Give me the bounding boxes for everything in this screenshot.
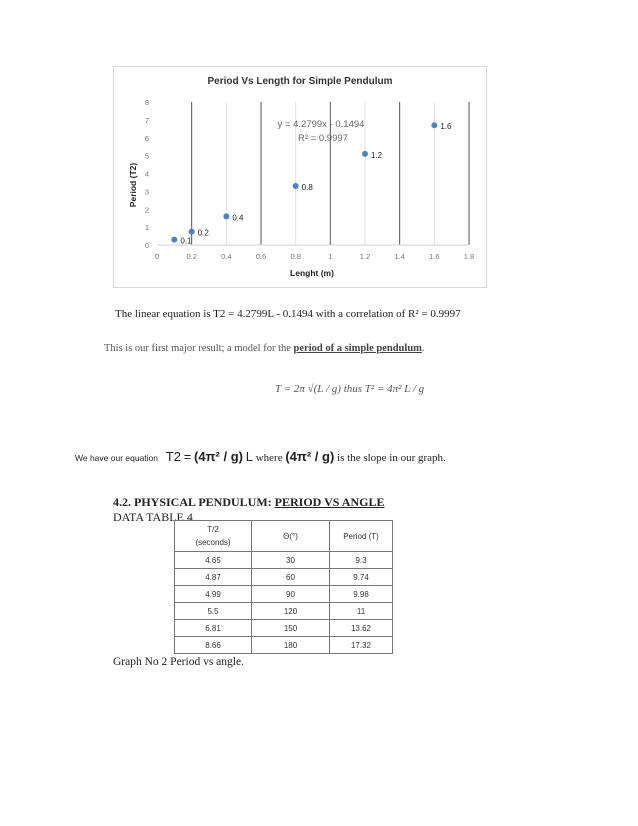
cell: 11: [330, 603, 393, 620]
table-row: [175, 569, 393, 586]
x-tick-label: 0.2: [186, 252, 197, 261]
first-result-link: period of a simple pendulum: [293, 343, 422, 354]
pendulum-formula: T = 2π √(L / g) thus T² = 4π² L / g: [275, 383, 425, 395]
x-tick-label: 0: [154, 252, 160, 261]
data-point: [362, 151, 368, 157]
y-tick-label: 0: [144, 241, 149, 250]
y-tick-label: 5: [144, 151, 149, 161]
header-half-period: T/2 (seconds): [175, 521, 252, 552]
data-point-label: 1.2: [371, 150, 383, 160]
data-point-label: 0.1: [180, 236, 192, 246]
x-tick-label: 0.4: [221, 252, 232, 261]
header-period: Period (T): [330, 521, 393, 552]
x-tick-label: 1.4: [394, 252, 405, 261]
data-point: [189, 229, 195, 235]
cell: 17.32: [330, 637, 393, 654]
y-tick-label: 2: [144, 205, 149, 215]
eq-equals: =: [183, 449, 192, 464]
section-number: 4.2. PHYSICAL PENDULUM:: [113, 495, 275, 509]
cell: 9.98: [330, 586, 393, 603]
graph-caption: Graph No 2 Period vs angle.: [113, 656, 244, 668]
y-tick-label: 4: [144, 169, 149, 179]
x-tick-label: 1.8: [463, 252, 475, 261]
table-row: [175, 620, 393, 637]
cell: 8.66: [175, 637, 252, 654]
cell: 13.62: [330, 620, 393, 637]
cell: 180: [252, 637, 330, 654]
header-angle: Θ(°): [252, 521, 330, 552]
scatter-chart: [113, 66, 487, 288]
data-point: [293, 183, 299, 189]
cell: 4.99: [175, 586, 252, 603]
eq-L: L: [245, 449, 253, 464]
table-header-row: [175, 521, 393, 552]
data-point: [171, 237, 177, 243]
first-result-suffix: .: [421, 343, 425, 354]
section-heading: [113, 495, 384, 510]
cell: 9.74: [330, 569, 393, 586]
y-tick-label: 8: [144, 98, 149, 107]
eq-suffix: is the slope in our graph.: [337, 452, 446, 464]
cell: 6.81: [175, 620, 252, 637]
data-point-label: 0.4: [232, 213, 244, 223]
table-row: [175, 603, 393, 620]
y-tick-label: 6: [144, 133, 149, 143]
chart-title: Period Vs Length for Simple Pendulum: [207, 76, 393, 87]
eq-term1: (4π² / g): [194, 449, 243, 464]
table-row: [175, 637, 393, 654]
cell: 9.3: [330, 552, 393, 569]
cell: 4.65: [175, 552, 252, 569]
equation-sentence: [75, 449, 446, 464]
trendline-equation: y = 4.2799x - 0.1494: [277, 119, 365, 130]
data-point: [431, 122, 437, 128]
data-table-label: DATA TABLE 4: [113, 510, 193, 524]
y-axis-title: Period (T2): [128, 162, 138, 208]
x-tick-label: 0.8: [290, 252, 301, 261]
cell: 5.5: [175, 603, 252, 620]
table-row: [175, 552, 393, 569]
cell: 30: [252, 552, 330, 569]
y-tick-label: 7: [144, 115, 149, 125]
r-squared-label: R² = 0.9997: [298, 133, 348, 144]
y-tick-label: 3: [144, 187, 149, 197]
x-axis-ticks: [155, 252, 474, 261]
first-result-prefix: This is our first major result; a model for the: [104, 343, 294, 354]
eq-t2: T2: [165, 449, 181, 464]
data-point: [223, 213, 229, 219]
linear-equation-text: The linear equation is T2 = 4.2799L - 0.1494 with a correlation of R² = 0.9997: [115, 308, 461, 320]
eq-where: where: [255, 452, 283, 464]
data-table: [174, 520, 393, 654]
cell: 120: [252, 603, 330, 620]
y-tick-label: 1: [144, 223, 149, 233]
data-point-label: 1.6: [440, 122, 452, 132]
cell: 90: [252, 586, 330, 603]
data-point-label: 0.2: [197, 228, 209, 238]
cell: 60: [252, 569, 330, 586]
cell: 4.87: [175, 569, 252, 586]
first-result-text: [104, 343, 425, 354]
x-tick-label: 1.6: [429, 252, 440, 261]
eq-prefix: We have our equation: [75, 453, 159, 463]
x-tick-label: 1.2: [359, 252, 371, 261]
x-tick-label: 1: [328, 252, 333, 261]
cell: 150: [252, 620, 330, 637]
table-row: [175, 586, 393, 603]
data-point-label: 0.8: [301, 183, 313, 193]
x-axis-title: Lenght (m): [290, 268, 334, 278]
y-axis-ticks: [145, 98, 149, 250]
eq-term2: (4π² / g): [285, 449, 335, 464]
chart-canvas: [114, 67, 486, 287]
x-tick-label: 0.6: [255, 252, 267, 261]
section-title: PERIOD VS ANGLE: [274, 495, 385, 509]
